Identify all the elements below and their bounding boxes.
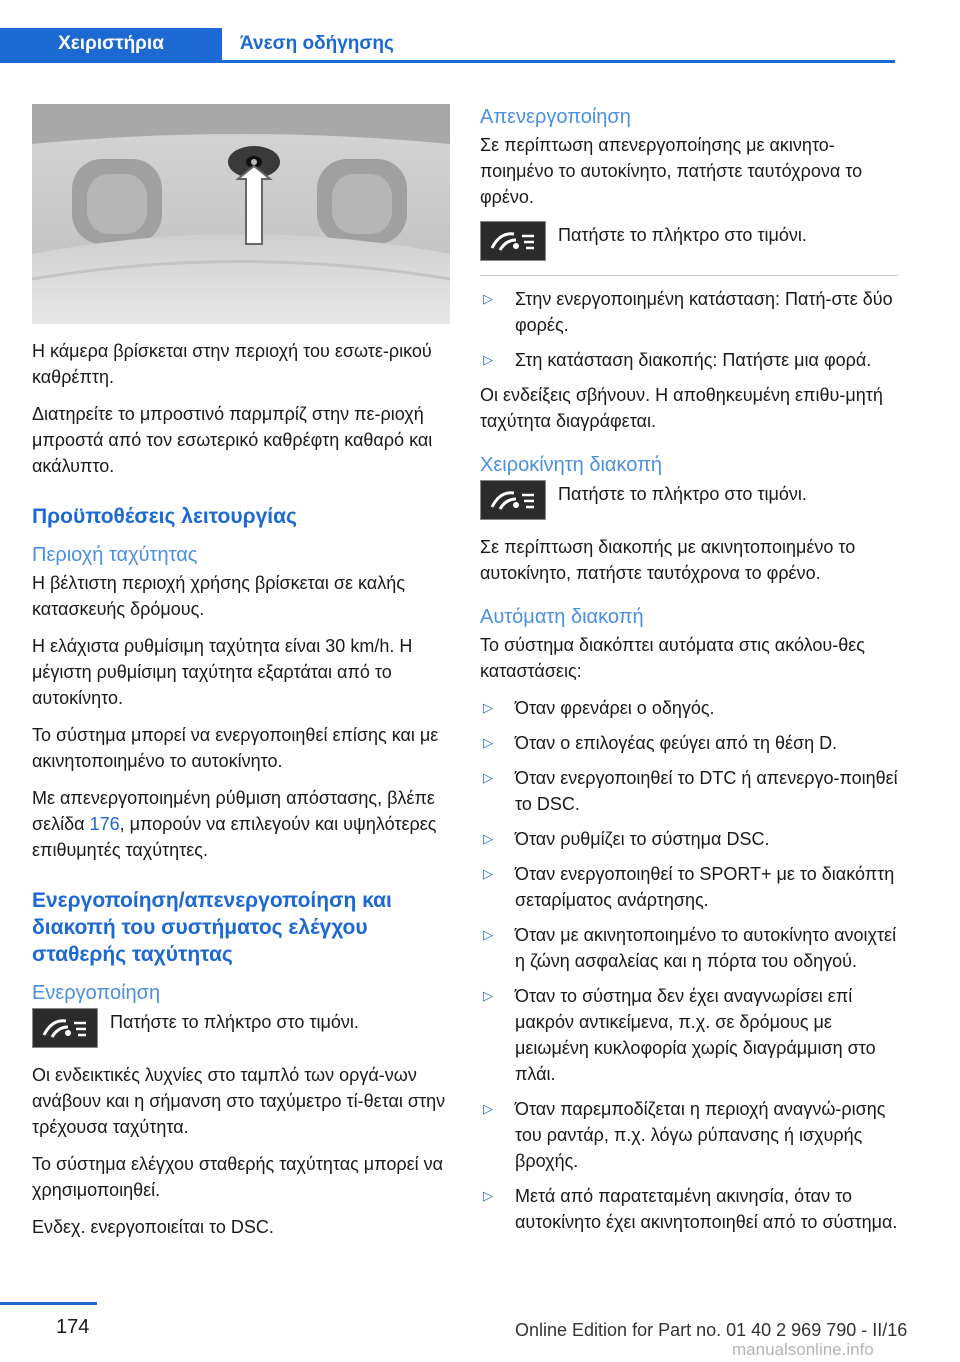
tab-controls[interactable]: Χειριστήρια [0,28,222,60]
left-column [32,104,450,1251]
text-indicators-on: Οι ενδεικτικές λυχνίες στο ταμπλό των οργά‐νων ανάβουν και η σήμανση στο ταχύμετρο τί‐θεται στην τρέχουσα ταχύτητα. [32,1065,446,1137]
page-reference-link[interactable]: 176 [89,814,120,834]
list-item-text: Όταν φρενάρει ο οδηγός. [515,698,715,718]
list-item [480,861,898,913]
list-item [480,826,898,852]
triangle-bullet-icon: ▷ [483,1188,493,1203]
list-item-text: Όταν ρυθμίζει το σύστημα DSC. [515,829,770,849]
list-item-text: Στην ενεργοποιημένη κατάσταση: Πατή‐στε δύο φορές. [515,289,893,335]
list-item-text: Όταν το σύστημα δεν έχει αναγνωρίσει επί μακρόν αντικείμενα, π.χ. σε δρόμους με μειωμένη κυκλοφορία χωρίς διαγράμμιση στο πλάι. [515,986,876,1084]
triangle-bullet-icon: ▷ [483,770,493,785]
footer-rule [0,1302,97,1305]
caption-camera-location: Η κάμερα βρίσκεται στην περιοχή του εσωτε‐ρικού καθρέπτη. [32,341,432,387]
cruise-control-button-icon [480,480,546,520]
heading-activation: Ενεργοποίηση [32,982,161,1004]
button-instruction [32,1008,450,1048]
heading-prerequisites: Προϋποθέσεις λειτουργίας [32,505,297,528]
text-auto-intro: Το σύστημα διακόπτει αυτόματα στις ακόλου‐θες καταστάσεις: [480,635,865,681]
list-item [480,730,898,756]
list-item [480,983,898,1087]
list-item [480,347,898,373]
list-item-text: Όταν ο επιλογέας φεύγει από τη θέση D. [515,733,838,753]
list-item [480,1096,898,1174]
button-instruction [480,221,898,261]
right-column [480,104,898,1244]
page-number: 174 [56,1316,90,1338]
watermark: manualsonline.info [732,1340,874,1359]
list-item [480,286,898,338]
triangle-bullet-icon: ▷ [483,927,493,942]
list-item-text: Όταν με ακινητοποιημένο το αυτοκίνητο ανοιχτεί η ζώνη ασφαλείας και η πόρτα του οδηγού. [515,925,897,971]
triangle-bullet-icon: ▷ [483,1101,493,1116]
camera-mirror-photo [32,104,450,324]
heading-manual-interrupt: Χειροκίνητη διακοπή [480,454,663,476]
text-deactivation-brake: Σε περίπτωση απενεργοποίησης με ακινητο‐ποιημένο το αυτοκίνητο, πατήστε ταυτόχρονα το φρένο. [480,135,863,207]
list-item-text: Όταν ενεργοποιηθεί το DTC ή απενεργο‐ποιηθεί το DSC. [515,768,898,814]
list-item [480,695,898,721]
triangle-bullet-icon: ▷ [483,700,493,715]
triangle-bullet-icon: ▷ [483,352,493,367]
tab-driving-comfort[interactable]: Άνεση οδήγησης [240,33,394,54]
text-speed-higher [32,785,450,863]
heading-activation-section: Ενεργοποίηση/απενεργοποίηση και διακοπή του συστήματος ελέγχου σταθερής ταχύτητας [32,889,392,966]
text-dsc-activated: Ενδεχ. ενεργοποιείται το DSC. [32,1217,274,1237]
text-speed-min-max: Η ελάχιστα ρυθμίσιμη ταχύτητα είναι 30 km/h. Η μέγιστη ρυθμίσιμη ταχύτητα εξαρτάται από το αυτοκίνητο. [32,636,413,708]
list-item [480,765,898,817]
text-system-usable: Το σύστημα ελέγχου σταθερής ταχύτητας μπορεί να χρησιμοποιηθεί. [32,1154,444,1200]
list-item [480,1183,898,1235]
press-button-text: Πατήστε το πλήκτρο στο τιμόνι. [558,225,807,245]
triangle-bullet-icon: ▷ [483,735,493,750]
cruise-control-button-icon [480,221,546,261]
list-item [480,922,898,974]
list-item-text: Στη κατάσταση διακοπής: Πατήστε μια φορά. [515,350,872,370]
divider [480,275,898,276]
list-item-text: Όταν ενεργοποιηθεί το SPORT+ με το διακόπτη σεταρίματος ανάρτησης. [515,864,895,910]
press-button-text: Πατήστε το πλήκτρο στο τιμόνι. [110,1012,359,1032]
text-manual-brake: Σε περίπτωση διακοπής με ακινητοποιημένο το αυτοκίνητο, πατήστε ταυτόχρονα το φρένο. [480,537,856,583]
text-part: Με απενεργοποιημένη ρύθμιση απόστασης, βλέπε σελίδα [32,788,435,834]
heading-auto-interrupt: Αυτόματη διακοπή [480,606,644,628]
text-indicators-off: Οι ενδείξεις σβήνουν. Η αποθηκευμένη επιθυ‐μητή ταχύτητα διαγράφεται. [480,385,883,431]
cruise-control-button-icon [32,1008,98,1048]
header-rule [0,60,895,63]
heading-speed-range: Περιοχή ταχύτητας [32,544,198,566]
edition-note: Online Edition for Part no. 01 40 2 969 790 - II/16 [515,1320,908,1340]
press-button-text: Πατήστε το πλήκτρο στο τιμόνι. [558,484,807,504]
triangle-bullet-icon: ▷ [483,988,493,1003]
caption-windshield-clean: Διατηρείτε το μπροστινό παρμπρίζ στην πε‐ριοχή μπροστά από τον εσωτερικό καθρέφτη καθαρό και ακάλυπτο. [32,404,433,476]
list-item-text: Μετά από παρατεταμένη ακινησία, όταν το αυτοκίνητο έχει ακινητοποιηθεί από το σύστημα. [515,1186,898,1232]
text-speed-optimal: Η βέλτιστη περιοχή χρήσης βρίσκεται σε καλής κατασκευής δρόμους. [32,573,405,619]
heading-deactivation: Απενεργοποίηση [480,106,631,128]
text-speed-standstill: Το σύστημα μπορεί να ενεργοποιηθεί επίσης και με ακινητοποιημένο το αυτοκίνητο. [32,725,439,771]
page-header [0,0,960,64]
triangle-bullet-icon: ▷ [483,831,493,846]
triangle-bullet-icon: ▷ [483,866,493,881]
button-instruction [480,480,898,520]
list-item-text: Όταν παρεμποδίζεται η περιοχή αναγνώ‐ρισης του ραντάρ, π.χ. λόγω ρύπανσης ή ισχυρής βροχής. [515,1099,886,1171]
triangle-bullet-icon: ▷ [483,291,493,306]
text-part: , μπορούν να επιλεγούν και υψηλότερες επιθυμητές ταχύτητες. [32,814,437,860]
